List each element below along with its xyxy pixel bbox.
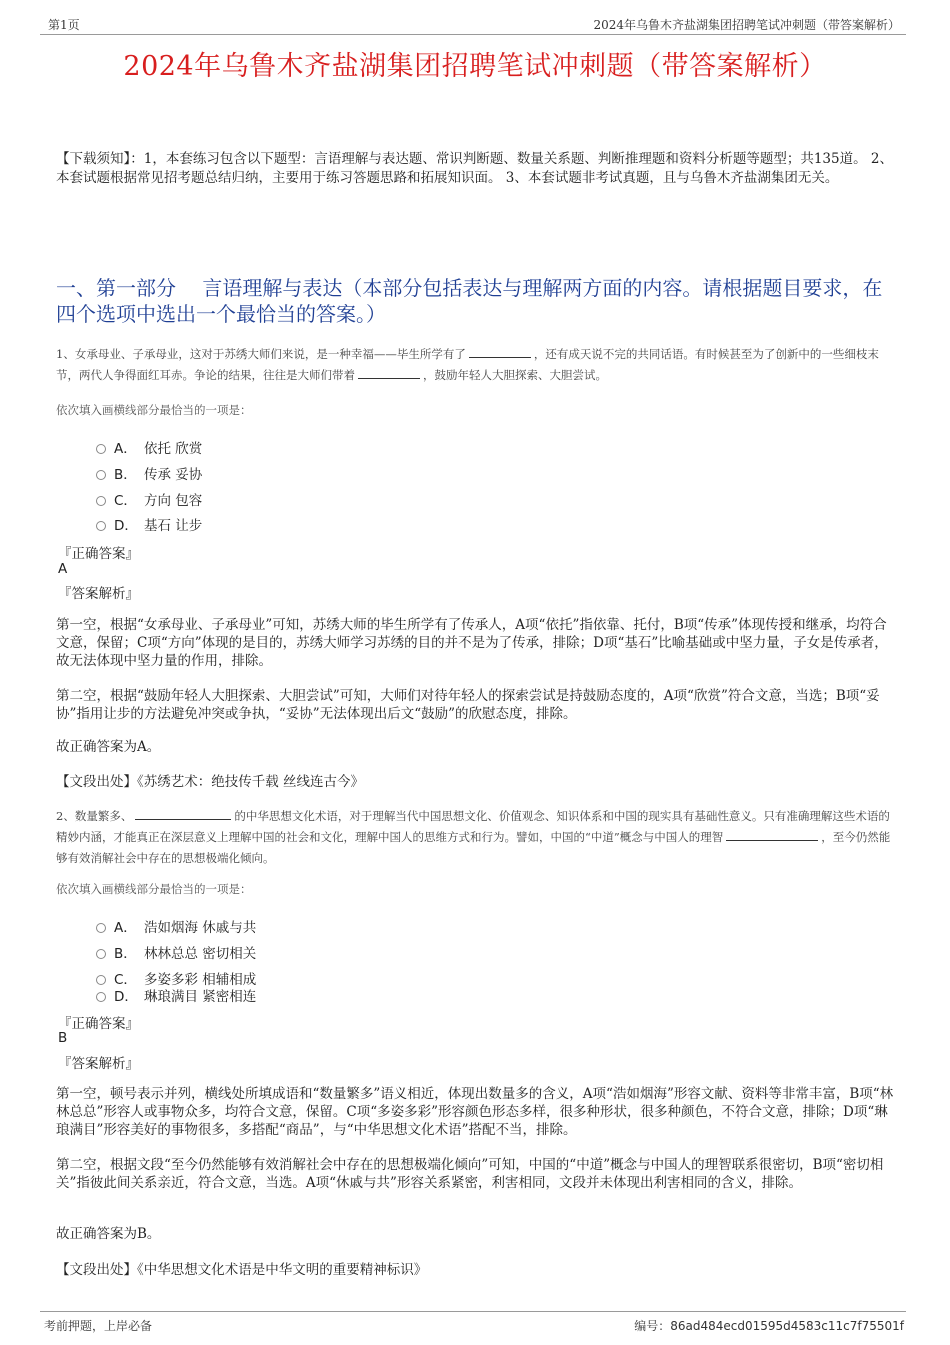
answer-blank (469, 345, 531, 358)
q2-analysis-1: 第一空，顿号表示并列，横线处所填成语和“数量繁多”语义相近，体现出数量多的含义，A项“浩如烟海”形容文献、资料等非常丰富，B项“林林总总”形容人或事物众多，均符合文意，保留。C项“多姿多彩”形容颜色形态多样，很多种形状，很多种颜色，不符合文意，排除；D项“琳琅满目”形容美好的事物很多，多搭配“商品”，与“中华思想文化术语”搭配不当，排除。 (56, 1086, 894, 1138)
q2-conclusion: 故正确答案为B。 (56, 1226, 161, 1242)
q2-option-a[interactable]: A． 浩如烟海 休戚与共 (96, 916, 256, 936)
download-notice (56, 150, 896, 188)
q1-source: 【文段出处】《苏绣艺术：绝技传千载 丝线连古今》 (56, 774, 365, 790)
section-title: 一、第一部分 言语理解与表达（本部分包括表达与理解两方面的内容。请根据题目要求，在四个选项中选出一个最恰当的答案。） (56, 276, 883, 326)
q1-analysis-label: 『答案解析』 (58, 586, 139, 602)
page-header (40, 12, 906, 35)
footer-code: 编号：86ad484ecd01595d4583c11c7f75501f (634, 1319, 904, 1333)
footer-slogan: 考前押题，上岸必备 (44, 1319, 153, 1333)
page-footer (40, 1311, 906, 1336)
document-title: 2024年乌鲁木齐盐湖集团招聘笔试冲刺题（带答案解析） (123, 51, 827, 82)
radio-icon[interactable] (96, 470, 106, 480)
radio-icon[interactable] (96, 496, 106, 506)
radio-icon[interactable] (96, 949, 106, 959)
header-doc-name: 2024年乌鲁木齐盐湖集团招聘笔试冲刺题（带答案解析） (593, 18, 900, 32)
q1-answer: A (58, 561, 68, 577)
radio-icon[interactable] (96, 521, 106, 531)
q2-option-c[interactable]: C． 多姿多彩 相辅相成 (96, 968, 256, 988)
answer-blank (135, 807, 231, 820)
q1-option-c[interactable]: C． 方向 包容 (96, 489, 202, 509)
q1-option-d[interactable]: D． 基石 让步 (96, 514, 202, 534)
q2-option-b[interactable]: B． 林林总总 密切相关 (96, 942, 256, 962)
q1-option-b[interactable]: B． 传承 妥协 (96, 463, 202, 483)
question-1-instruction: 依次填入画横线部分最恰当的一项是： (56, 403, 252, 417)
radio-icon[interactable] (96, 923, 106, 933)
q2-option-d[interactable]: D． 琳琅满目 紧密相连 (96, 985, 256, 1005)
q1-analysis-2: 第二空，根据“鼓励年轻人大胆探索、大胆尝试”可知，大师们对待年轻人的探索尝试是持鼓励态度的，A项“欣赏”符合文意，当选；B项“妥协”指用让步的方法避免冲突或争执，“妥协”无法体现出后文“鼓励”的欣慰态度，排除。 (56, 688, 880, 722)
question-1-text: 1、女承母业、子承母业，这对于苏绣大师们来说，是一种幸福——毕生所学有了 ，还有成天说不完的共同话语。有时候甚至为了创新中的一些细枝末节，两代人争得面红耳赤。争论的结果，往往是大师们带着 ，鼓励年轻人大胆探索、大胆尝试。 (56, 347, 879, 382)
q2-answer-label: 『正确答案』 (58, 1016, 139, 1032)
radio-icon[interactable] (96, 992, 106, 1002)
radio-icon[interactable] (96, 444, 106, 454)
q1-analysis-1: 第一空，根据“女承母业、子承母业”可知，苏绣大师的毕生所学有了传承人，A项“依托”指依靠、托付，B项“传承”体现传授和继承，均符合文意，保留；C项“方向”体现的是目的，苏绣大师学习苏绣的目的并不是为了传承，排除；D项“基石”比喻基础或中坚力量，子女是传承者，故无法体现中坚力量的作用，排除。 (56, 617, 888, 669)
q1-option-a[interactable]: A． 依托 欣赏 (96, 437, 202, 457)
answer-blank (358, 366, 420, 379)
q1-answer-label: 『正确答案』 (58, 546, 139, 562)
question-2-instruction: 依次填入画横线部分最恰当的一项是： (56, 882, 252, 896)
page-number: 第1页 (48, 18, 80, 32)
q1-conclusion: 故正确答案为A。 (56, 739, 161, 755)
question-2-text: 2、数量繁多、 的中华思想文化术语，对于理解当代中国思想文化、价值观念、知识体系和中国的现实具有基础性意义。只有准确理解这些术语的精妙内涵，才能真正在深层意义上理解中国的社会和文化，理解中国人的思维方式和行为。譬如，中国的“中道”概念与中国人的理智 ，至今仍然能够有效消解社会中存在的思想极端化倾向。 (56, 809, 891, 865)
q2-source: 【文段出处】《中华思想文化术语是中华文明的重要精神标识》 (56, 1262, 428, 1278)
radio-icon[interactable] (96, 975, 106, 985)
notice-label: 【下载须知】 (56, 151, 131, 167)
q2-analysis-2: 第二空，根据文段“至今仍然能够有效消解社会中存在的思想极端化倾向”可知，中国的“中道”概念与中国人的理智联系很密切，B项“密切相关”指彼此间关系亲近，符合文意，当选。A项“休戚与共”形容关系紧密，利害相同，文段并未体现出利害相同的含义，排除。 (56, 1157, 884, 1191)
answer-blank (726, 828, 818, 841)
q2-analysis-label: 『答案解析』 (58, 1056, 139, 1072)
notice-text: ：1，本套练习包含以下题型：言语理解与表达题、常识判断题、数量关系题、判断推理题和资料分析题等题型；共135道。 2、本套试题根据常见招考题总结归纳，主要用于练习答题思路和拓展知识面。 3、本套试题非考试真题，且与乌鲁木齐盐湖集团无关。 (56, 151, 893, 186)
q2-answer: B (58, 1030, 68, 1046)
